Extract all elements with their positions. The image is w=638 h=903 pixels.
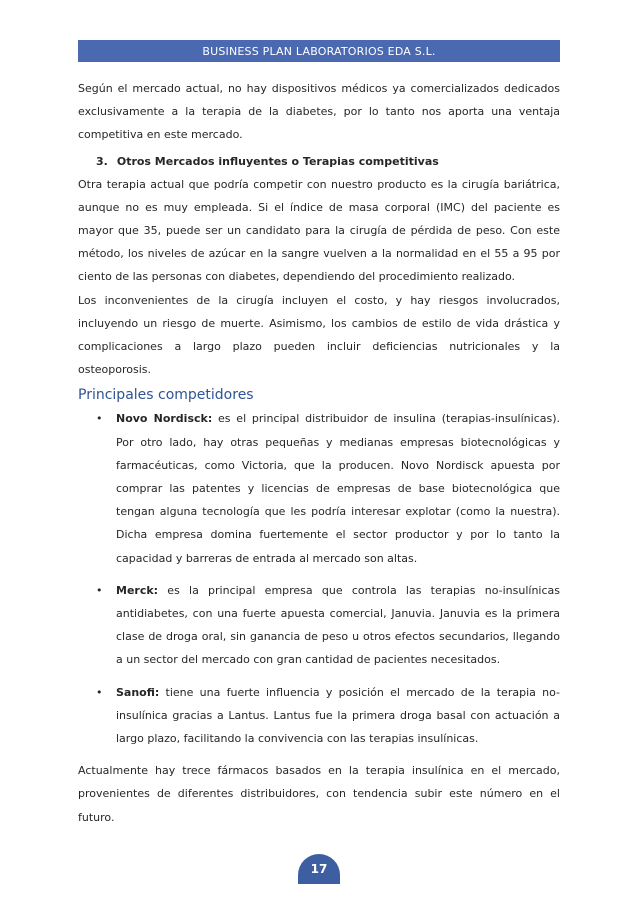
section-3-title: Otros Mercados influyentes o Terapias competitivas xyxy=(116,154,439,168)
bullet-icon: • xyxy=(96,685,103,699)
page-content xyxy=(78,77,560,829)
section-3-paragraph-2: Los inconvenientes de la cirugía incluyen el costo, y hay riesgos involucrados, incluyendo un riesgo de muerte. Asimismo, los cambios de estilo de vida drástica y complicaciones a largo plazo pueden incluir deficiencias nutricionales y la osteoporosis. xyxy=(78,293,560,377)
section-3-number: 3. xyxy=(96,154,108,168)
section-3-heading xyxy=(78,150,560,173)
list-item xyxy=(78,407,560,569)
header-title: BUSINESS PLAN LABORATORIOS EDA S.L. xyxy=(202,44,436,58)
competitor-description: tiene una fuerte influencia y posición el mercado de la terapia no-insulínica gracias a Lantus. Lantus fue la primera droga basal con actuación a largo plazo, facilitando la convivencia con las terapias insulínicas. xyxy=(116,685,560,746)
closing-paragraph: Actualmente hay trece fármacos basados en la terapia insulínica en el mercado, provenientes de diferentes distribuidores, con tendencia subir este número en el futuro. xyxy=(78,764,560,824)
bullet-icon: • xyxy=(96,412,103,426)
competitor-name: Merck: xyxy=(116,583,159,597)
competitors-heading: Principales competidores xyxy=(78,387,254,404)
page-number-label: 17 xyxy=(310,862,328,876)
page-number xyxy=(298,854,340,884)
page-header xyxy=(78,40,560,62)
list-item xyxy=(78,579,560,672)
competitor-description: es la principal empresa que controla las terapias no-insulínicas antidiabetes, con una fuerte apuesta comercial, Januvia. Januvia es la primera clase de droga oral, sin ganancia de peso u otros efectos secundarios, llegando a un sector del mercado con gran cantidad de pacientes necesitados. xyxy=(116,583,560,667)
competitor-name: Sanofi: xyxy=(116,685,160,699)
section-3-paragraph-1: Otra terapia actual que podría competir con nuestro producto es la cirugía bariátrica, aunque no es muy empleada. Si el índice de masa corporal (IMC) del paciente es mayor que 35, puede ser un candidato para la cirugía de pérdida de peso. Con este método, los niveles de azúcar en la sangre vuelven a la normalidad en el 55 a 95 por ciento de las personas con diabetes, dependiendo del procedimiento realizado. xyxy=(78,177,560,284)
competitor-name: Novo Nordisck: xyxy=(116,412,213,426)
bullet-icon: • xyxy=(96,583,103,597)
intro-paragraph: Según el mercado actual, no hay dispositivos médicos ya comercializados dedicados exclusivamente a la terapia de la diabetes, por lo tanto nos aporta una ventaja competitiva en este mercado. xyxy=(78,82,560,142)
list-item xyxy=(78,681,560,751)
competitors-list xyxy=(78,407,560,750)
competitor-description: es el principal distribuidor de insulina (terapias-insulínicas). Por otro lado, hay otras pequeñas y medianas empresas biotecnológicas y farmacéuticas, como Victoria, que la producen. Novo Nordisck apuesta por comprar las patentes y licencias de empresas de base biotecnológica que tengan alguna tecnología que les podría interesar explotar (como la nuestra). Dicha empresa domina fuertemente el sector productor y por lo tanto la capacidad y barreras de entrada al mercado son altas. xyxy=(116,412,561,565)
